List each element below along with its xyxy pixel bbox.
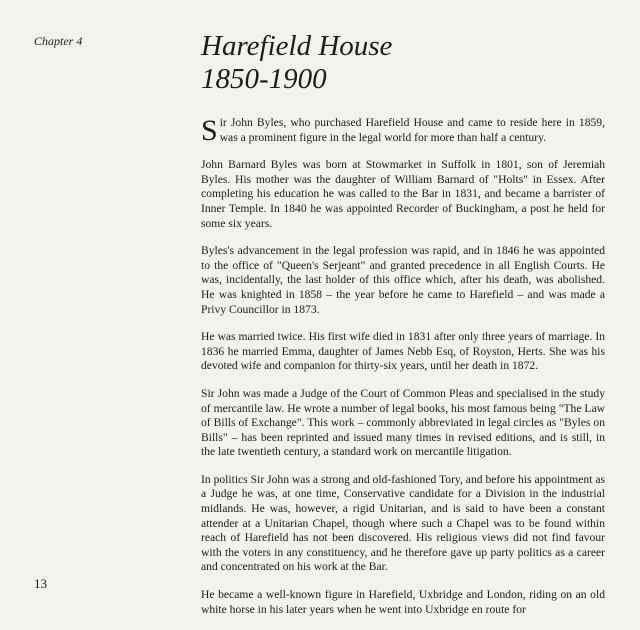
body-text — [201, 116, 605, 630]
paragraph-4: He was married twice. His first wife died in 1831 after only three years of marriage. In 1836 he married Emma, daughter of James Nebb Esq, of Royston, Herts. She was his devoted wife and companion for thirty-six years, until her death in 1872. — [201, 330, 605, 373]
title-line-2: 1850-1900 — [201, 63, 327, 95]
paragraph-7: He became a well-known figure in Harefield, Uxbridge and London, riding on an old white horse in his later years when he went into Uxbridge en route for — [201, 588, 605, 616]
paragraph-5: Sir John was made a Judge of the Court of Common Pleas and specialised in the study of mercantile law. He wrote a number of legal books, his most famous being "The Law of Bills of Exchange". This work – commonly abbreviated in legal circles as "Byles on Bills" – has been reprinted and issued many times in revised editions, and is still, in the late twentieth century, a standard work on mercantile litigation. — [201, 386, 605, 459]
drop-cap: S — [201, 114, 218, 147]
page-number: 13 — [34, 576, 47, 591]
page-title — [201, 30, 392, 96]
paragraph-1-text: ir John Byles, who purchased Harefield House and came to reside here in 1859, was a prominent figure in the legal world for more than half a century. — [219, 116, 605, 144]
paragraph-2: John Barnard Byles was born at Stowmarket in Suffolk in 1801, son of Jeremiah Byles. His mother was the daughter of William Barnard of "Holts" in Essex. After completing his education he was called to the Bar in 1831, and became a barrister of Inner Temple. In 1840 he was appointed Recorder of Buckingham, a post he held for some six years. — [201, 158, 605, 230]
chapter-label: Chapter 4 — [34, 34, 83, 48]
paragraph-3: Byles's advancement in the legal profession was rapid, and in 1846 he was appointed to the office of "Queen's Serjeant" and granted precedence in all English Courts. He was, incidentally, the last holder of this office which, after his death, was abolished. He was knighted in 1858 – the year before he came to Harefield – and was made a Privy Councillor in 1873. — [201, 244, 605, 316]
paragraph-6: In politics Sir John was a strong and old-fashioned Tory, and before his appointment as a Judge he was, at one time, Conservative candidate for a Division in the industrial midlands. He was, however, a rigid Unitarian, and is said to have been a constant attender at a Unitarian Chapel, though where such a Chapel was to be found within reach of Harefield has not been discovered. His religious views did not find favour with the voters in any constituency, and he therefore gave up party politics as a career and concentrated on his work at the Bar. — [201, 472, 605, 574]
paragraph-1 — [201, 116, 605, 145]
title-line-1: Harefield House — [201, 30, 393, 62]
